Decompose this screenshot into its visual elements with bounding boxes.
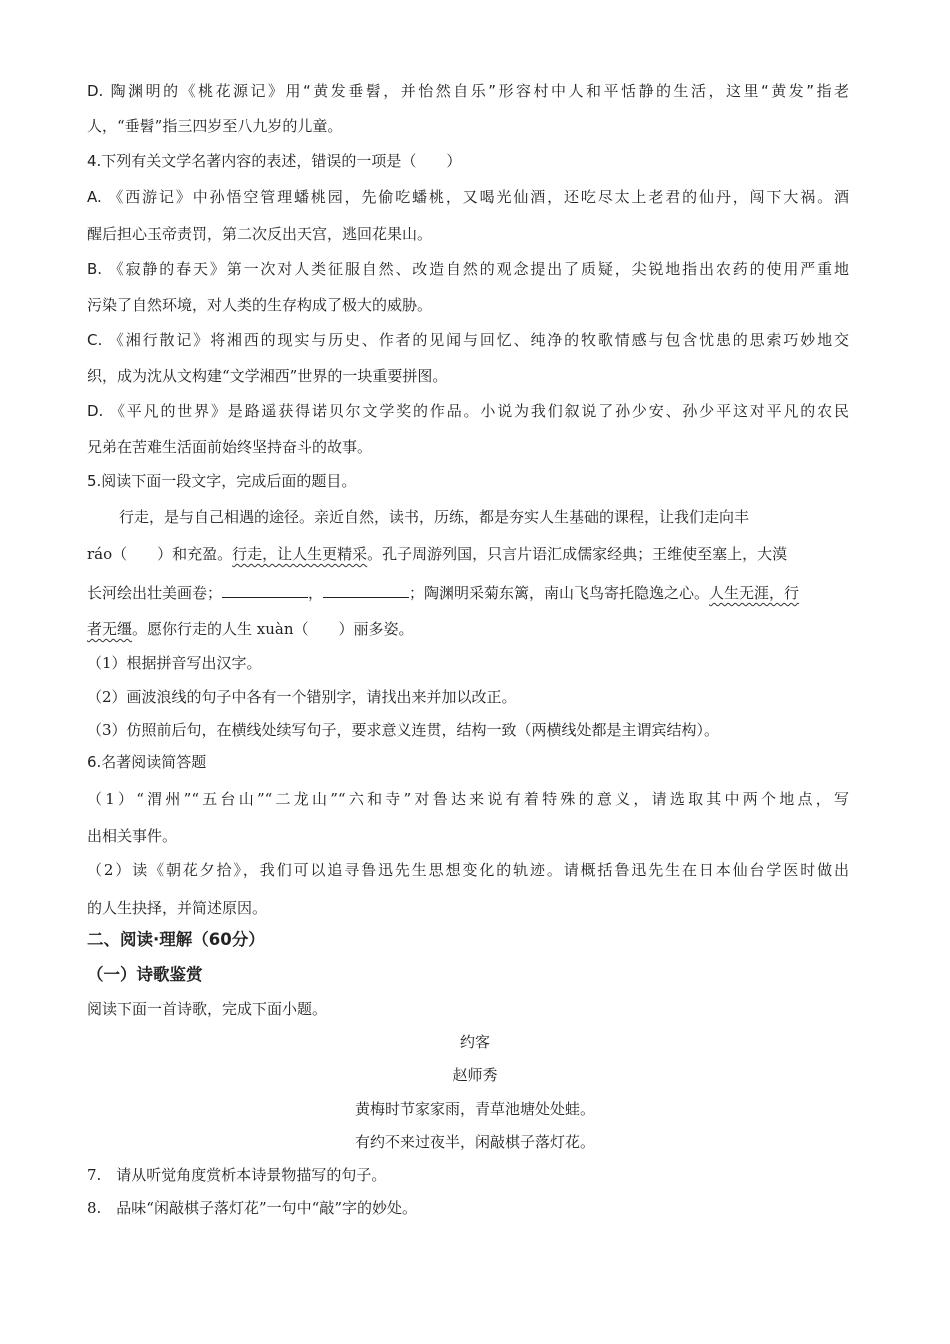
- q3-option-d-label: D.: [87, 82, 104, 100]
- q4-option-d-line2: 兄弟在苦难生活面前始终坚持奋斗的故事。: [87, 438, 373, 456]
- q3-option-d-line2: 人，“垂髫”指三四岁至八九岁的儿童。: [87, 117, 343, 135]
- q5-sub2: （2）画波浪线的句子中各有一个错别字，请找出来并加以改正。: [87, 688, 517, 706]
- fill-blank-1[interactable]: [222, 582, 308, 598]
- q4-option-c-label: C.: [87, 331, 103, 349]
- q5-passage-line4: 者无缰。愿你行走的人生 xuàn（ ）丽多姿。: [87, 620, 414, 638]
- q6-sub1-line2: 出相关事件。: [87, 827, 178, 845]
- q6-sub2-line1: （2）读《朝花夕拾》，我们可以追寻鲁迅先生思想变化的轨迹。请概括鲁迅先生在日本仙台学医时做出: [87, 861, 849, 879]
- q3-option-d-line1: D. 陶渊明的《桃花源记》用“黄发垂髫，并怡然自乐”形容村中人和平恬静的生活，这里“黄发”指老: [87, 82, 849, 100]
- q4-option-a-line1: A. 《西游记》中孙悟空管理蟠桃园，先偷吃蟠桃，又喝光仙酒，还吃尽太上老君的仙丹，闯下大祸。酒: [87, 188, 849, 206]
- poem-author: 赵师秀: [452, 1066, 498, 1084]
- q5-passage-line1: 行走，是与自己相遇的途径。亲近自然，读书，历练，都是夯实人生基础的课程，让我们走向丰: [119, 508, 750, 526]
- q4-option-c-line2: 织，成为沈从文构建“文学湘西”世界的一块重要拼图。: [87, 367, 448, 385]
- q6-sub1-line1: （1）“渭州”“五台山”“二龙山”“六和寺”对鲁达来说有着特殊的意义，请选取其中两个地点，写: [87, 790, 849, 808]
- wavy-sentence-2-part2: 者无缰: [87, 620, 133, 638]
- wavy-sentence-2-part1: 人生无涯，行: [709, 584, 800, 602]
- q5-stem: 5.阅读下面一段文字，完成后面的题目。: [87, 472, 357, 490]
- q5-sub3: （3）仿照前后句，在横线处续写句子，要求意义连贯，结构一致（两横线处都是主谓宾结构）。: [87, 721, 720, 739]
- q4-option-d-label: D.: [87, 402, 104, 420]
- q5-sub1: （1）根据拼音写出汉字。: [87, 654, 262, 672]
- q7: 7. 请从听觉角度赏析本诗景物描写的句子。: [87, 1166, 387, 1184]
- q4-option-b-label: B.: [87, 260, 103, 278]
- q4-option-b-line1: B. 《寂静的春天》第一次对人类征服自然、改造自然的观念提出了质疑，尖锐地指出农药的使用严重地: [87, 260, 849, 278]
- q4-stem: 4.下列有关文学名著内容的表述，错误的一项是（ ）: [87, 152, 462, 170]
- q4-option-b-line2: 污染了自然环境，对人类的生存构成了极大的威胁。: [87, 296, 433, 314]
- q6-sub2-line2: 的人生抉择，并简述原因。: [87, 899, 268, 917]
- poem-line-1: 黄梅时节家家雨，青草池塘处处蛙。: [354, 1100, 595, 1118]
- q5-passage-line2: ráo（ ）和充盈。行走，让人生更精采。孔子周游列国，只言片语汇成儒家经典；王维使至塞上，大漠: [87, 545, 788, 563]
- q4-option-a-line2: 醒后担心玉帝责罚，第二次反出天宫，逃回花果山。: [87, 225, 433, 243]
- q4-option-a-label: A.: [87, 188, 102, 206]
- poem-title: 约客: [459, 1033, 490, 1051]
- poem-line-2: 有约不来过夜半，闲敲棋子落灯花。: [354, 1133, 595, 1151]
- section-2-subtitle: （一）诗歌鉴赏: [87, 965, 203, 984]
- q4-option-c-line1: C. 《湘行散记》将湘西的现实与历史、作者的见闻与回忆、纯净的牧歌情感与包含忧患的思索巧妙地交: [87, 331, 849, 349]
- q8: 8. 品味“闲敲棋子落灯花”一句中“敲”字的妙处。: [87, 1199, 417, 1217]
- wavy-sentence-1: 行走，让人生更精采: [232, 545, 368, 563]
- q6-stem: 6.名著阅读简答题: [87, 753, 207, 771]
- q5-passage-line3: 长河绘出壮美画卷； ， ；陶渊明采菊东篱，南山飞鸟寄托隐逸之心。人生无涯，行: [87, 584, 800, 602]
- poem-intro: 阅读下面一首诗歌，完成下面小题。: [87, 1000, 328, 1018]
- section-2-title: 二、阅读·理解（60分）: [87, 930, 265, 949]
- q4-option-d-line1: D. 《平凡的世界》是路遥获得诺贝尔文学奖的作品。小说为我们叙说了孙少安、孙少平这对平凡的农民: [87, 402, 849, 420]
- fill-blank-2[interactable]: [323, 582, 409, 598]
